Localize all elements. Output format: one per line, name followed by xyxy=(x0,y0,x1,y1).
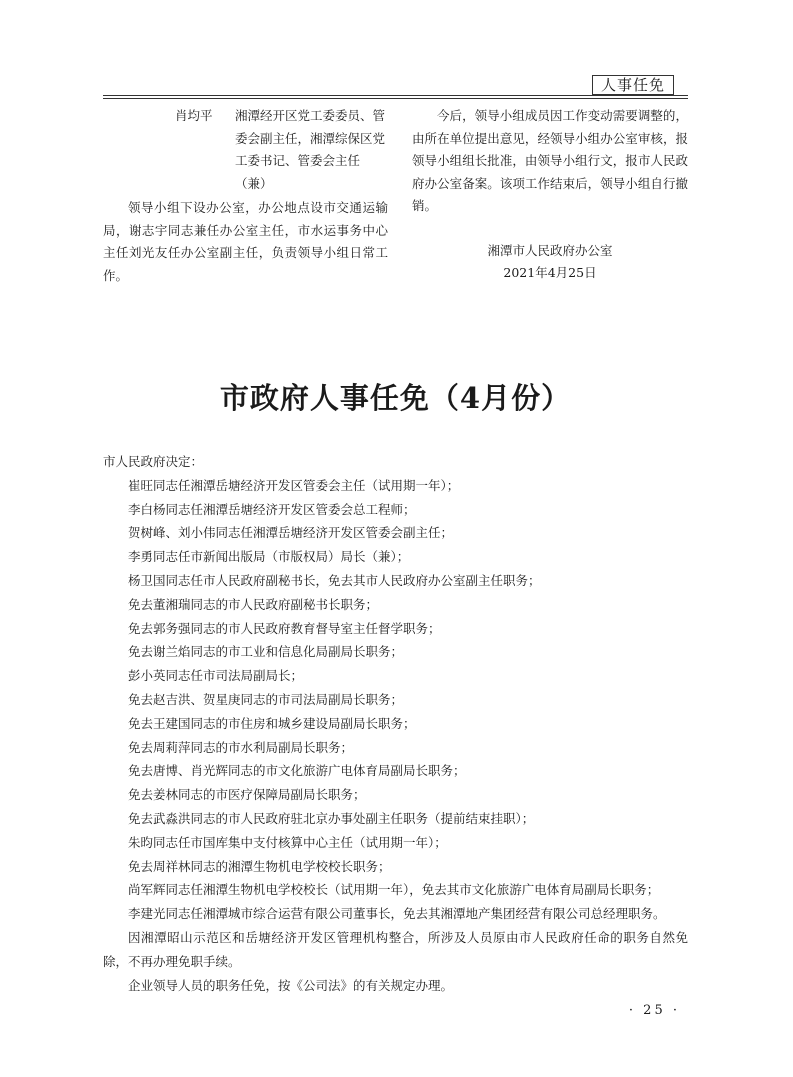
list-item: 李建光同志任湘潭城市综合运营有限公司董事长，免去其湘潭地产集团经营有限公司总经理职务。 xyxy=(128,906,666,922)
left-column xyxy=(175,105,390,195)
list-item: 免去周莉萍同志的市水利局副局长职务； xyxy=(128,739,354,755)
list-item: 贺树峰、刘小伟同志任湘潭岳塘经济开发区管委会副主任； xyxy=(128,525,454,541)
header-rule-thin xyxy=(103,98,688,99)
list-item: 李勇同志任市新闻出版局（市版权局）局长（兼）； xyxy=(128,549,410,565)
list-item: 免去赵吉洪、贺星庚同志的市司法局副局长职务； xyxy=(128,691,404,707)
page-number: · 25 · xyxy=(628,1003,680,1018)
list-item: 尚军辉同志任湘潭生物机电学校校长（试用期一年），免去其市文化旅游广电体育局副局长职务； xyxy=(128,882,660,898)
list-item: 免去谢兰焰同志的市工业和信息化局副局长职务； xyxy=(128,644,404,660)
member-name: 肖均平 xyxy=(175,108,213,123)
list-item: 免去周祥林同志的湘潭生物机电学校校长职务； xyxy=(128,858,391,874)
list-item: 崔旺同志任湘潭岳塘经济开发区管委会主任（试用期一年）； xyxy=(128,477,460,493)
list-item: 免去武淼洪同志的市人民政府驻北京办事处副主任职务（提前结束挂职）； xyxy=(128,810,535,826)
list-item: 免去姜林同志的市医疗保障局副局长职务； xyxy=(128,787,366,803)
list-item: 免去王建国同志的市住房和城乡建设局副局长职务； xyxy=(128,715,416,731)
article-lead: 市人民政府决定： xyxy=(103,454,204,469)
adjust-paragraph: 今后，领导小组成员因工作变动需要调整的，由所在单位提出意见，经领导小组办公室审核，报领导小组组长批准，由领导小组行文，报市人民政府办公室备案。该项工作结束后，领导小组自行撤销。 xyxy=(412,108,688,213)
article-title: 市政府人事任免（4月份） xyxy=(219,381,572,415)
issuer: 湘潭市人民政府办公室 xyxy=(487,242,613,258)
office-paragraph: 领导小组下设办公室，办公地点设市交通运输局，谢志宇同志兼任办公室主任，市水运事务中心主任刘光友任办公室副主任，负责领导小组日常工作。 xyxy=(103,200,388,283)
article-body xyxy=(103,450,688,997)
list-item: 彭小英同志任市司法局副局长； xyxy=(128,668,304,684)
right-column xyxy=(412,105,688,285)
list-item: 免去唐博、肖光辉同志的市文化旅游广电体育局副局长职务； xyxy=(128,763,466,779)
list-item: 李白杨同志任湘潭岳塘经济开发区管委会总工程师； xyxy=(128,501,416,517)
list-item: 免去董湘瑞同志的市人民政府副秘书长职务； xyxy=(128,596,379,612)
list-item: 因湘潭昭山示范区和岳塘经济开发区管理机构整合，所涉及人员原由市人民政府任命的职务自然免除，不再办理免职手续。 xyxy=(103,929,688,969)
member-role: 湘潭经开区党工委委员、管委会副主任，湘潭综保区党工委书记、管委会主任（兼） xyxy=(235,108,386,191)
list-item: 朱昀同志任市国库集中支付核算中心主任（试用期一年）； xyxy=(128,834,447,850)
section-tag: 人事任免 xyxy=(592,75,674,95)
header-rule xyxy=(103,95,688,96)
list-item: 杨卫国同志任市人民政府副秘书长，免去其市人民政府办公室副主任职务； xyxy=(128,572,541,588)
member-entry xyxy=(175,105,390,195)
list-item: 企业领导人员的职务任免，按《公司法》的有关规定办理。 xyxy=(128,977,454,993)
list-item: 免去郭务强同志的市人民政府教育督导室主任督学职务； xyxy=(128,620,441,636)
issue-date: 2021年4月25日 xyxy=(503,265,597,280)
